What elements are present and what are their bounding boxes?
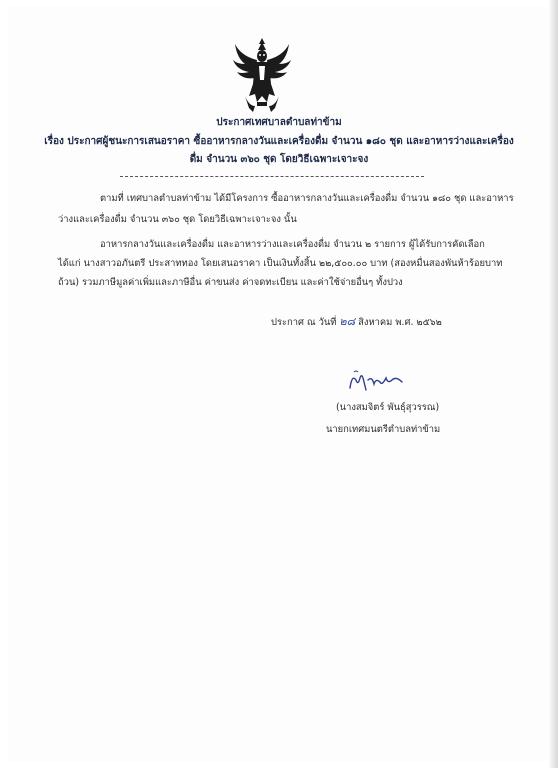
dashed-divider bbox=[120, 176, 424, 177]
announce-day: ๒๘ bbox=[339, 315, 356, 328]
announce-prefix: ประกาศ ณ วันที่ bbox=[271, 317, 337, 328]
signatory-position: นายกเทศมนตรีตำบลท่าข้าม bbox=[326, 424, 441, 435]
body-p2-line3: ถ้วน) รวมภาษีมูลค่าเพิ่มและภาษีอื่น ค่าขนส่ง ค่าจดทะเบียน และค่าใช้จ่ายอื่นๆ ทั้งปวง bbox=[58, 277, 403, 288]
document-title: ประกาศเทศบาลตำบลท่าข้าม bbox=[216, 117, 342, 128]
announce-date bbox=[271, 312, 442, 330]
body-p2-line1: อาหารกลางวันและเครื่องดื่ม และอาหารว่างและเครื่องดื่ม จำนวน ๒ รายการ ผู้ได้รับการคัดเลือก bbox=[100, 239, 485, 250]
signature-mark bbox=[346, 368, 408, 396]
subject-line-2: ดื่ม จำนวน ๓๖๐ ชุด โดยวิธีเฉพาะเจาะจง bbox=[189, 154, 369, 165]
subject-line-1: เรื่อง ประกาศผู้ชนะการเสนอราคา ซื้ออาหารกลางวันและเครื่องดื่ม จำนวน ๑๘๐ ชุด และอาหารว่างและเครื่อง bbox=[44, 136, 514, 147]
body-p1-line1: ตามที่ เทศบาลตำบลท่าข้าม ได้มีโครงการ ซื้ออาหารกลางวันและเครื่องดื่ม จำนวน ๑๘๐ ชุด และอาหาร bbox=[100, 193, 514, 204]
garuda-emblem-icon bbox=[231, 36, 293, 114]
signatory-name: (นางสมจิตร์ พันธุ์สุวรรณ) bbox=[336, 402, 440, 413]
body-p1-line2: ว่างและเครื่องดื่ม จำนวน ๓๖๐ ชุด โดยวิธีเฉพาะเจาะจง นั้น bbox=[58, 214, 297, 225]
announce-month-year: สิงหาคม พ.ศ. ๒๕๖๒ bbox=[358, 317, 442, 328]
body-p2-line2: ได้แก่ นางสาวอภันตรี ประสาททอง โดยเสนอราคา เป็นเงินทั้งสิ้น ๒๒,๕๐๐.๐๐ บาท (สองหมื่นสองพันห้าร้อยบาท bbox=[58, 258, 503, 269]
